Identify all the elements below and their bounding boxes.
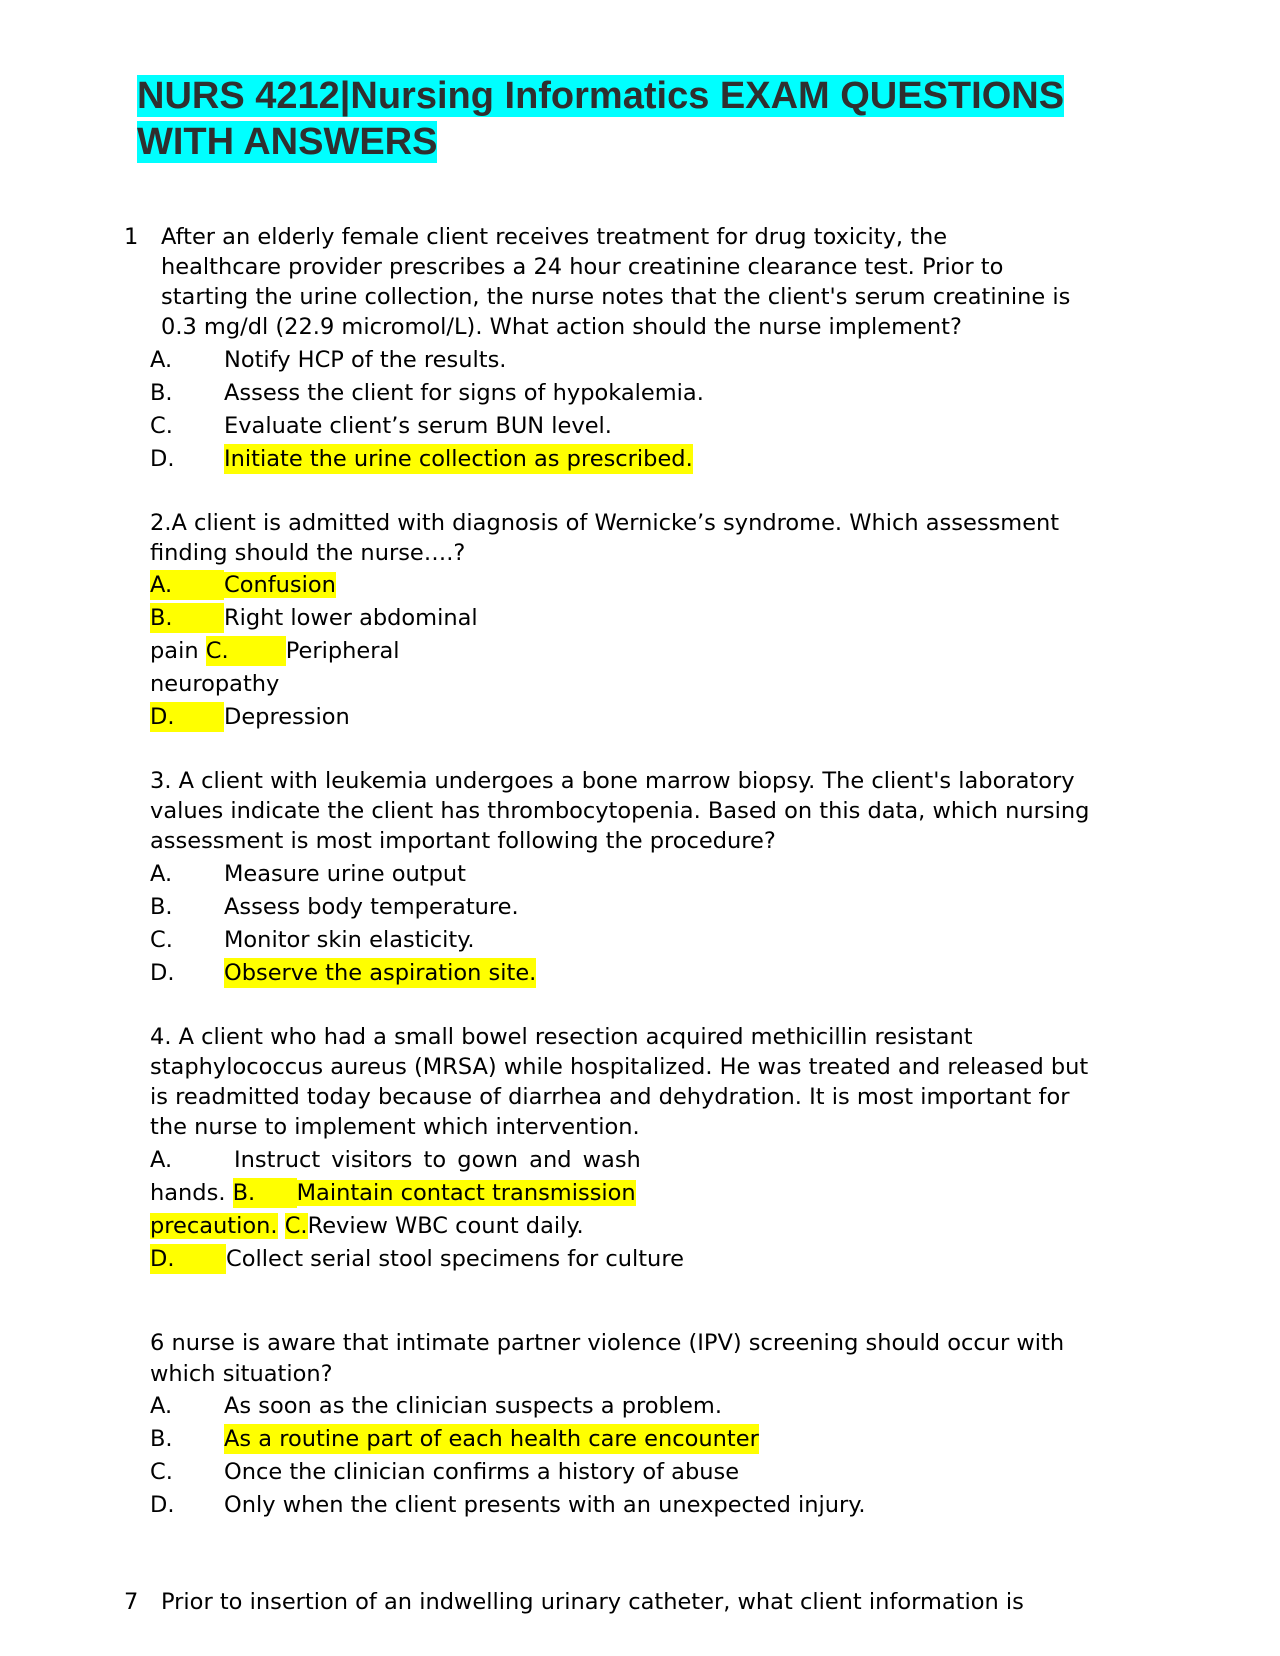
option-text: As soon as the clinician suspects a problem. [224, 1393, 722, 1419]
question-stem-line: assessment is most important following the procedure? [150, 828, 776, 854]
option-letter: B. [150, 894, 173, 920]
option-a-continuation: hands. [150, 1180, 226, 1206]
option-letter: C. [150, 413, 173, 439]
option-letter: A. [150, 1147, 173, 1173]
option-letter: C. [150, 927, 173, 953]
option-letter: B. [150, 603, 224, 633]
option-text: Monitor skin elasticity. [224, 927, 475, 953]
option-letter: A. [150, 861, 173, 887]
option-text: Right lower abdominal [224, 605, 478, 631]
question-stem-line: finding should the nurse….? [150, 540, 466, 566]
option-b [150, 603, 478, 633]
option-letter: C. [284, 1213, 308, 1239]
option-letter: D. [150, 702, 224, 732]
option-text-highlighted: As a routine part of each health care encounter [224, 1426, 759, 1452]
option-b-continuation: pain [150, 638, 199, 664]
option-text: Only when the client presents with an unexpected injury. [224, 1492, 866, 1518]
option-text: Assess body temperature. [224, 894, 519, 920]
title-line-2: WITH ANSWERS [137, 121, 438, 163]
question-number: 7 [124, 1589, 139, 1615]
question-stem-line: values indicate the client has thrombocytopenia. Based on this data, which nursing [150, 798, 1090, 824]
question-stem-line: 6 nurse is aware that intimate partner violence (IPV) screening should occur with [150, 1330, 1065, 1356]
option-text: Depression [224, 704, 350, 730]
question-stem-line: 0.3 mg/dl (22.9 micromol/L). What action should the nurse implement? [161, 314, 962, 340]
option-letter: C. [206, 636, 286, 666]
option-letter: D. [150, 960, 175, 986]
option-text: Review WBC count daily. [307, 1213, 584, 1239]
option-letter: B. [150, 1426, 173, 1452]
question-stem-line: which situation? [150, 1361, 333, 1387]
option-letter: B. [150, 380, 173, 406]
option-letter: A. [150, 347, 173, 373]
question-stem-line: healthcare provider prescribes a 24 hour creatinine clearance test. Prior to [161, 254, 1004, 280]
option-letter: A. [150, 1393, 173, 1419]
option-text: Peripheral [285, 638, 400, 664]
question-stem-line: After an elderly female client receives treatment for drug toxicity, the [161, 224, 948, 250]
option-text: Collect serial stool specimens for culture [226, 1246, 684, 1272]
question-stem-line: the nurse to implement which intervention. [150, 1114, 640, 1140]
question-stem-line: 3. A client with leukemia undergoes a bone marrow biopsy. The client's laboratory [150, 768, 1075, 794]
title-line-1: NURS 4212|Nursing Informatics EXAM QUESTIONS [137, 75, 1065, 117]
question-stem-line: is readmitted today because of diarrhea and dehydration. It is most important for [150, 1084, 1070, 1110]
option-text-highlighted: Initiate the urine collection as prescribed. [224, 446, 693, 472]
option-c-continuation: neuropathy [150, 671, 280, 697]
option-d [150, 702, 350, 732]
option-letter: C. [150, 1459, 173, 1485]
option-text: Assess the client for signs of hypokalemia. [224, 380, 704, 406]
option-letter: D. [150, 446, 175, 472]
option-c-line [150, 1211, 584, 1241]
option-text: Once the clinician confirms a history of abuse [224, 1459, 740, 1485]
question-stem-line: 2.A client is admitted with diagnosis of Wernicke’s syndrome. Which assessment [150, 510, 1060, 536]
option-letter: D. [150, 1492, 175, 1518]
option-letter: D. [150, 1244, 226, 1274]
option-d [150, 1244, 684, 1274]
option-a [150, 1145, 641, 1175]
option-text-highlighted: Observe the aspiration site. [224, 960, 537, 986]
option-text-highlighted: Maintain contact transmission [296, 1180, 636, 1206]
option-c-line [150, 636, 400, 666]
option-text: Evaluate client’s serum BUN level. [224, 413, 612, 439]
option-b-line [150, 1178, 636, 1208]
question-number: 1 [124, 224, 139, 250]
option-text: Measure urine output [224, 861, 467, 887]
option-a-answer [150, 570, 336, 600]
page-title [137, 73, 1064, 165]
question-stem-line: staphylococcus aureus (MRSA) while hospitalized. He was treated and released but [150, 1054, 1089, 1080]
question-stem-line: starting the urine collection, the nurse notes that the client's serum creatinine is [161, 284, 1071, 310]
option-text: Instruct visitors to gown and wash [234, 1147, 641, 1173]
option-letter: A. [150, 570, 224, 600]
option-b-continuation: precaution. [150, 1213, 278, 1239]
option-text: Notify HCP of the results. [224, 347, 507, 373]
question-stem-line: 4. A client who had a small bowel resection acquired methicillin resistant [150, 1024, 973, 1050]
question-stem-line: Prior to insertion of an indwelling urinary catheter, what client information is [161, 1589, 1024, 1615]
option-letter: B. [233, 1178, 297, 1208]
option-text-highlighted: Confusion [224, 572, 336, 598]
